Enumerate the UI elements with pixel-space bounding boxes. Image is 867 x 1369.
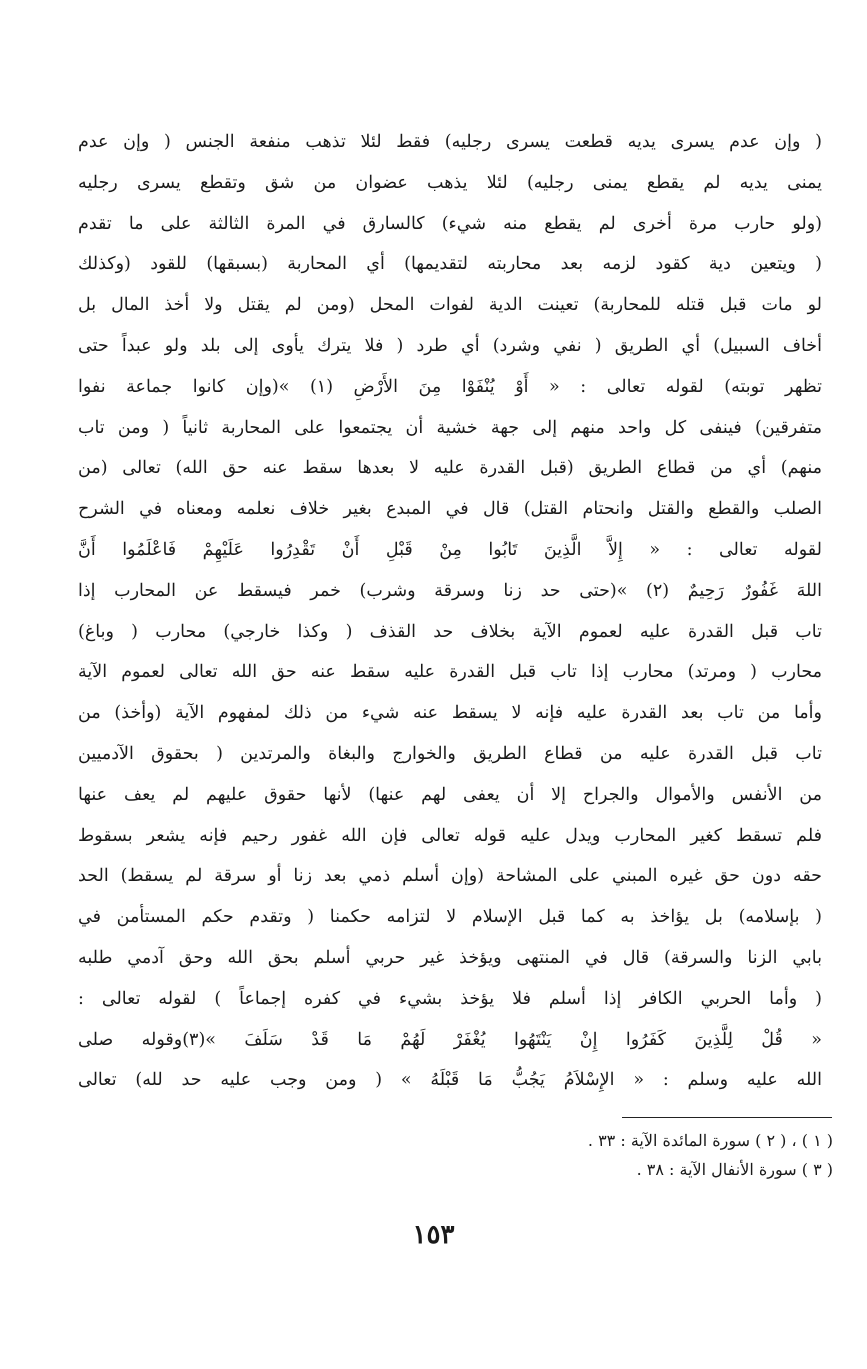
text-line: تاب قبل القدرة عليه من قطاع الطريق والخوارج والبغاة والمرتدين ( بحقوق الآدميين <box>78 743 822 764</box>
text-line: منهم) أي من قطاع الطريق (قبل القدرة عليه لا بعدها سقط عنه حق الله) تعالى (من <box>78 458 822 479</box>
footnote-separator <box>622 1117 832 1118</box>
text-line: وأما من تاب بعد القدرة عليه فإنه لا يسقط عنه شيء من ذلك لمفهوم الآية (وأخذ) من <box>78 703 822 724</box>
text-line: تظهر توبته) لقوله تعالى : « أَوْ يُنْفَوْا مِنَ الأَرْضِ (١) »(وإن كانوا جماعة نفوا <box>78 376 822 397</box>
text-line: بابي الزنا والسرقة) قال في المنتهى ويؤخذ غير حربي أسلم بحق الله وحق آدمي طلبه <box>78 947 822 968</box>
text-line: ( ويتعين دية كقود لزمه بعد محاربته لتقديمها) أي المحاربة (بسبقها) للقود (وكذلك <box>78 254 822 275</box>
text-line: لو مات قبل قتله للمحاربة) تعينت الدية لفوات المحل (ومن لم يقتل ولا أخذ المال بل <box>78 295 822 316</box>
text-line: حقه دون حق غيره المبني على المشاحة (وإن أسلم ذمي بعد زنا أو سرقة لم يسقط) الحد <box>78 866 822 887</box>
text-line: فلم تسقط كغير المحارب ويدل عليه قوله تعالى فإن الله غفور رحيم فإنه يشعر بسقوط <box>78 825 822 846</box>
text-line: يمنى يديه لم يقطع يمنى رجليه) لئلا يذهب عضوان من شق وتقطع يسرى رجليه <box>78 172 822 193</box>
footnotes <box>333 1126 833 1184</box>
text-line: من الأنفس والأموال والجراح إلا أن يعفى لهم عنها) لأنها حقوق عليهم لم يعف عنها <box>78 784 822 805</box>
text-line: الله عليه وسلم : « الإِسْلاَمُ يَجُبُّ مَا قَبْلَهُ » ( ومن وجب عليه حد لله) تعالى <box>78 1070 822 1091</box>
text-line: الصلب والقطع والقتل وانحتام القتل) قال في المبدع بغير خلاف نعلمه ومعناه في الشرح <box>78 499 822 520</box>
text-line: ( وأما الحربي الكافر إذا أسلم فلا يؤخذ بشيء في كفره إجماعاً ) لقوله تعالى : <box>78 988 822 1009</box>
text-line: لقوله تعالى : « إِلاَّ الَّذِينَ تَابُوا مِنْ قَبْلِ أَنْ تَقْدِرُوا عَلَيْهِمْ فَاعْلَمُوا أَنَّ <box>78 539 822 560</box>
text-line: متفرقين) فينفى كل واحد منهم إلى جهة خشية أن يجتمعوا على المحاربة ثانياً ( ومن تاب <box>78 417 822 438</box>
main-text <box>78 122 822 1101</box>
text-line: اللهَ غَفُورٌ رَحِيمٌ (٢) »(حتى حد زنا وسرقة وشرب) خمر فيسقط عن المحارب إذا <box>78 580 822 601</box>
footnote: ( ١ ) ، ( ٢ ) سورة المائدة الآية : ٣٣ . <box>587 1131 833 1150</box>
text-line: ( بإسلامه) بل يؤاخذ به كما قبل الإسلام لا لتزامه حكمنا ( وتقدم حكم المستأمن في <box>78 907 822 928</box>
text-line: (ولو حارب مرة أخرى لم يقطع منه شيء) كالسارق في المرة الثالثة على ما تقدم <box>78 213 822 234</box>
page-number: ١٥٣ <box>412 1220 455 1250</box>
text-line: تاب قبل القدرة عليه لعموم الآية بخلاف حد القذف ( وكذا خارجي) محارب ( وباغ) <box>78 621 822 642</box>
text-line: « قُلْ لِلَّذِينَ كَفَرُوا إِنْ يَنْتَهُوا يُغْفَرْ لَهُمْ مَا قَدْ سَلَفَ »(٣)وقوله صلى <box>78 1029 822 1050</box>
text-line: أخاف السبيل) أي الطريق ( نفي وشرد) أي طرد ( فلا يترك يأوى إلى بلد ولو عبداً حتى <box>78 335 822 356</box>
text-line: ( وإن عدم يسرى يديه قطعت يسرى رجليه) فقط لئلا تذهب منفعة الجنس ( وإن عدم <box>78 132 822 152</box>
text-line: محارب ( ومرتد) محارب إذا تاب قبل القدرة عليه سقط عنه حق الله تعالى لعموم الآية <box>78 662 822 683</box>
footnote: ( ٣ ) سورة الأنفال الآية : ٣٨ . <box>636 1160 833 1179</box>
